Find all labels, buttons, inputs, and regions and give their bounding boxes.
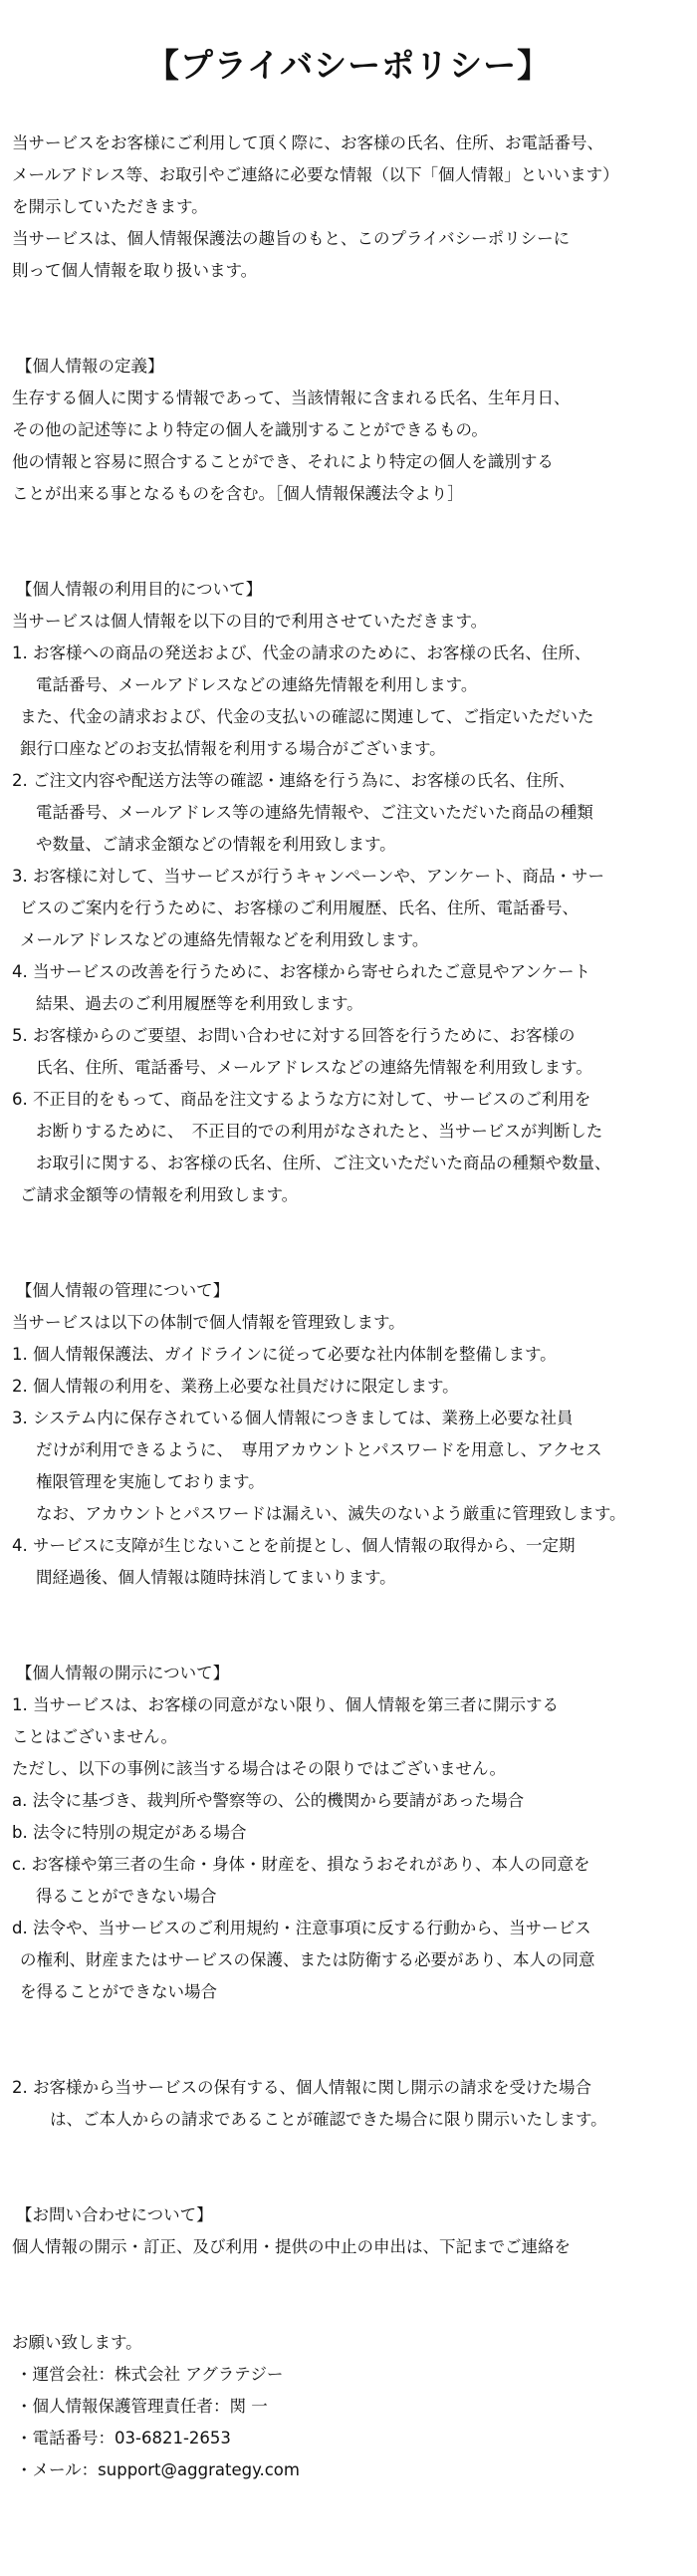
text-line: 氏名、住所、電話番号、メールアドレスなどの連絡先情報を利用致します。 (36, 1058, 592, 1077)
text-line: 3. お客様に対して、当サービスが行うキャンペーンや、アンケート、商品・サー (12, 867, 605, 886)
text-line: 間経過後、個人情報は随時抹消してまいります。 (36, 1568, 396, 1587)
text-line: c. お客様や第三者の生命・身体・財産を、損なうおそれがあり、本人の同意を (12, 1855, 590, 1874)
text-line: 権限管理を実施しております。 (36, 1472, 265, 1491)
text-line: 銀行口座などのお支払情報を利用する場合がございます。 (20, 739, 446, 758)
text-line: 1. 個人情報保護法、ガイドラインに従って必要な社内体制を整備します。 (12, 1345, 557, 1364)
text-line: 当サービスは個人情報を以下の目的で利用させていただきます。 (12, 612, 488, 631)
text-line: また、代金の請求および、代金の支払いの確認に関連して、ご指定いただいた (20, 707, 594, 726)
text-line: 当サービスをお客様にご利用して頂く際に、お客様の氏名、住所、お電話番号、 (12, 133, 603, 152)
text-line: 他の情報と容易に照合することができ、それにより特定の個人を識別する (12, 452, 554, 471)
text-line: メールアドレス等、お取引やご連絡に必要な情報（以下「個人情報」といいます） (12, 165, 619, 184)
text-line: は、ご本人からの請求であることが確認できた場合に限り開示いたします。 (50, 2110, 607, 2129)
text-line: ただし、以下の事例に該当する場合はその限りではございません。 (12, 1759, 506, 1778)
text-line: 得ることができない場合 (36, 1887, 217, 1906)
text-line: 【お問い合わせについて】 (16, 2205, 213, 2224)
text-line: a. 法令に基づき、裁判所や警察等の、公的機関から要請があった場合 (12, 1791, 525, 1810)
text-line: d. 法令や、当サービスのご利用規約・注意事項に反する行動から、当サービス (12, 1919, 591, 1937)
text-line: 2. 個人情報の利用を、業務上必要な社員だけに限定します。 (12, 1377, 459, 1396)
text-line: ビスのご案内を行うために、お客様のご利用履歴、氏名、住所、電話番号、 (20, 899, 579, 917)
text-line: b. 法令に特別の規定がある場合 (12, 1823, 247, 1842)
text-line: 結果、過去のご利用履歴等を利用致します。 (36, 994, 363, 1013)
text-line: ご請求金額等の情報を利用致します。 (20, 1185, 299, 1204)
text-line: ことが出来る事となるものを含む。［個人情報保護法令より］ (12, 484, 464, 503)
text-line: を得ることができない場合 (20, 1982, 217, 2001)
text-line: 4. 当サービスの改善を行うために、お客様から寄せられたご意見やアンケート (12, 962, 590, 981)
text-line: ・メール：support@aggrategy.com (16, 2460, 300, 2479)
text-line: 【個人情報の管理について】 (16, 1281, 230, 1300)
text-line: お取引に関する、お客様の氏名、住所、ご注文いただいた商品の種類や数量、 (36, 1154, 611, 1172)
text-line: なお、アカウントとパスワードは漏えい、滅失のないよう厳重に管理致します。 (36, 1504, 626, 1523)
text-line: 生存する個人に関する情報であって、当該情報に含まれる氏名、生年月日、 (12, 388, 571, 407)
page-title: 【プライバシーポリシー】 (145, 46, 552, 85)
text-line: 3. システム内に保存されている個人情報につきましては、業務上必要な社員 (12, 1409, 574, 1427)
text-line: お断りするために、 不正目的での利用がなされたと、当サービスが判断した (36, 1122, 603, 1141)
text-line: を開示していただきます。 (12, 197, 208, 216)
text-line: だけが利用できるように、 専用アカウントとパスワードを用意し、アクセス (36, 1440, 602, 1459)
text-line: 電話番号、メールアドレスなどの連絡先情報を利用します。 (36, 675, 478, 694)
text-line: 6. 不正目的をもって、商品を注文するような方に対して、サービスのご利用を (12, 1090, 591, 1109)
text-line: 当サービスは以下の体制で個人情報を管理致します。 (12, 1313, 405, 1332)
text-line: 1. 当サービスは、お客様の同意がない限り、個人情報を第三者に開示する (12, 1695, 559, 1714)
text-line: 2. お客様から当サービスの保有する、個人情報に関し開示の請求を受けた場合 (12, 2078, 591, 2097)
text-line: 2. ご注文内容や配送方法等の確認・連絡を行う為に、お客様の氏名、住所、 (12, 771, 576, 790)
text-line: ・電話番号：03-6821-2653 (16, 2429, 231, 2447)
text-line: や数量、ご請求金額などの情報を利用致します。 (36, 835, 396, 854)
text-line: メールアドレスなどの連絡先情報などを利用致します。 (20, 930, 429, 949)
text-line: 1. お客様への商品の発送および、代金の請求のために、お客様の氏名、住所、 (12, 644, 591, 662)
text-line: ことはございません。 (12, 1727, 177, 1746)
text-line: ・個人情報保護管理責任者：関 一 (16, 2397, 268, 2416)
text-line: の権利、財産またはサービスの保護、または防衛する必要があり、本人の同意 (20, 1950, 595, 1969)
text-line: お願い致します。 (12, 2333, 142, 2352)
text-line: 5. お客様からのご要望、お問い合わせに対する回答を行うために、お客様の (12, 1026, 576, 1045)
text-line: 【個人情報の定義】 (16, 357, 164, 376)
text-line: 【個人情報の利用目的について】 (16, 580, 263, 599)
text-line: 則って個人情報を取り扱います。 (12, 261, 258, 280)
text-line: 個人情報の開示・訂正、及び利用・提供の中止の申出は、下記までご連絡を (12, 2237, 571, 2256)
text-line: ・運営会社：株式会社 アグラテジー (16, 2365, 284, 2384)
text-line: 当サービスは、個人情報保護法の趣旨のもと、このプライバシーポリシーに (12, 229, 571, 248)
text-line: その他の記述等により特定の個人を識別することができるもの。 (12, 420, 488, 439)
text-line: 【個人情報の開示について】 (16, 1664, 230, 1682)
text-line: 4. サービスに支障が生じないことを前提とし、個人情報の取得から、一定期 (12, 1536, 576, 1555)
text-line: 電話番号、メールアドレス等の連絡先情報や、ご注文いただいた商品の種類 (36, 803, 593, 822)
